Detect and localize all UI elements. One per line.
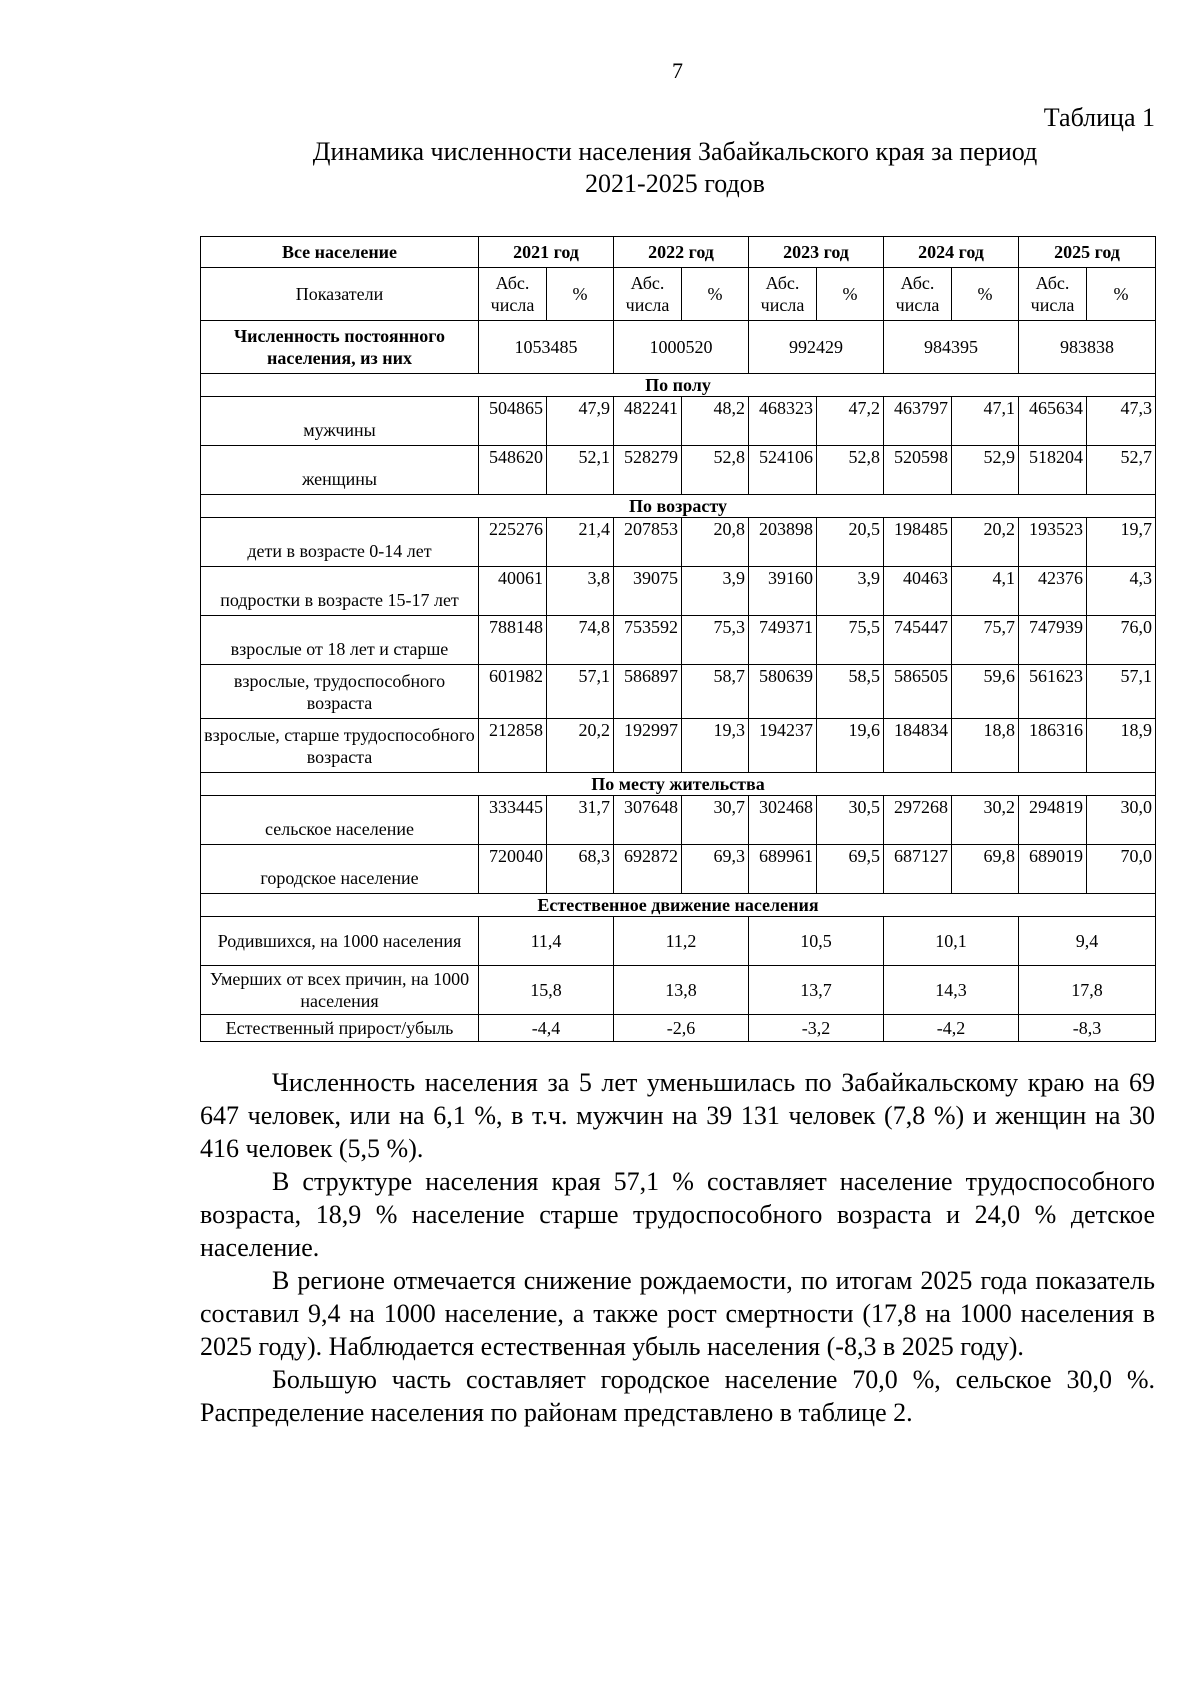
year-header: 2022 год xyxy=(614,237,749,268)
pct-value-cell: 30,0 xyxy=(1087,796,1156,845)
table-title-line2: 2021-2025 годов xyxy=(585,169,765,198)
table-body xyxy=(201,237,1156,1042)
abs-value-cell: 518204 xyxy=(1019,446,1087,495)
pct-header: % xyxy=(817,268,884,321)
rate-value-cell: 9,4 xyxy=(1019,917,1156,966)
pct-value-cell: 20,8 xyxy=(682,518,749,567)
row-label: дети в возрасте 0-14 лет xyxy=(201,518,479,567)
abs-value-cell: 580639 xyxy=(749,665,817,719)
population-table xyxy=(200,236,1156,1042)
abs-value-cell: 225276 xyxy=(479,518,547,567)
total-row xyxy=(201,321,1156,374)
pct-value-cell: 19,3 xyxy=(682,719,749,773)
row-label: городское население xyxy=(201,845,479,894)
pct-value-cell: 31,7 xyxy=(547,796,614,845)
abs-value-cell: 203898 xyxy=(749,518,817,567)
table-row xyxy=(201,917,1156,966)
abs-value-cell: 482241 xyxy=(614,397,682,446)
abs-value-cell: 465634 xyxy=(1019,397,1087,446)
body-paragraph: Численность населения за 5 лет уменьшилась по Забайкальскому краю на 69 647 человек, или на 6,1 %, в т.ч. мужчин на 39 131 человек (7,8 %) и женщин на 30 416 человек (5,5 %). xyxy=(200,1068,1155,1163)
pct-value-cell: 52,8 xyxy=(817,446,884,495)
pct-value-cell: 52,1 xyxy=(547,446,614,495)
rate-value-cell: -3,2 xyxy=(749,1015,884,1042)
section-header: Естественное движение населения xyxy=(201,894,1156,917)
row-label: сельское население xyxy=(201,796,479,845)
pct-header: % xyxy=(1087,268,1156,321)
abs-value-cell: 689019 xyxy=(1019,845,1087,894)
pct-value-cell: 19,6 xyxy=(817,719,884,773)
body-paragraph: В структуре населения края 57,1 % составляет население трудоспособного возраста, 18,9 % население старше трудоспособного возраста и 24,0 % детское население. xyxy=(200,1167,1155,1262)
total-value: 992429 xyxy=(749,321,884,374)
abs-value-cell: 207853 xyxy=(614,518,682,567)
abs-value-cell: 548620 xyxy=(479,446,547,495)
year-header: 2025 год xyxy=(1019,237,1156,268)
abs-value-cell: 468323 xyxy=(749,397,817,446)
pct-value-cell: 57,1 xyxy=(547,665,614,719)
table-title-line1: Динамика численности населения Забайкальского края за период xyxy=(312,137,1038,166)
section-header: По полу xyxy=(201,374,1156,397)
rate-value-cell: 14,3 xyxy=(884,966,1019,1015)
abs-value-cell: 520598 xyxy=(884,446,952,495)
pct-value-cell: 75,7 xyxy=(952,616,1019,665)
pct-value-cell: 19,7 xyxy=(1087,518,1156,567)
pct-value-cell: 30,7 xyxy=(682,796,749,845)
body-paragraph: Большую часть составляет городское население 70,0 %, сельское 30,0 %. Распределение населения по районам представлено в таблице 2. xyxy=(200,1365,1155,1427)
indicators-header: Показатели xyxy=(201,268,479,321)
table-row xyxy=(201,616,1156,665)
rate-value-cell: -8,3 xyxy=(1019,1015,1156,1042)
row-label: женщины xyxy=(201,446,479,495)
pct-value-cell: 20,5 xyxy=(817,518,884,567)
abs-header: Абс. числа xyxy=(749,268,817,321)
pct-value-cell: 3,9 xyxy=(817,567,884,616)
section-header: По месту жительства xyxy=(201,773,1156,796)
pct-value-cell: 70,0 xyxy=(1087,845,1156,894)
abs-value-cell: 302468 xyxy=(749,796,817,845)
rate-value-cell: 13,7 xyxy=(749,966,884,1015)
pct-value-cell: 4,1 xyxy=(952,567,1019,616)
rate-value-cell: 10,5 xyxy=(749,917,884,966)
abs-value-cell: 687127 xyxy=(884,845,952,894)
row-label: взрослые, трудоспособного возраста xyxy=(201,665,479,719)
table-row xyxy=(201,665,1156,719)
pct-value-cell: 75,3 xyxy=(682,616,749,665)
abs-value-cell: 297268 xyxy=(884,796,952,845)
total-value: 1000520 xyxy=(614,321,749,374)
abs-value-cell: 747939 xyxy=(1019,616,1087,665)
body-paragraph: В регионе отмечается снижение рождаемости, по итогам 2025 года показатель составил 9,4 на 1000 население, а также рост смертности (17,8 на 1000 населения в 2025 году). Наблюдается естественная убыль населения (-8,3 в 2025 году). xyxy=(200,1266,1155,1361)
rate-value-cell: 13,8 xyxy=(614,966,749,1015)
total-label: Численность постоянного населения, из них xyxy=(201,321,479,374)
table-row xyxy=(201,397,1156,446)
pct-value-cell: 3,9 xyxy=(682,567,749,616)
abs-value-cell: 294819 xyxy=(1019,796,1087,845)
abs-value-cell: 586505 xyxy=(884,665,952,719)
pct-value-cell: 20,2 xyxy=(952,518,1019,567)
total-value: 1053485 xyxy=(479,321,614,374)
pct-value-cell: 30,5 xyxy=(817,796,884,845)
abs-value-cell: 788148 xyxy=(479,616,547,665)
pct-value-cell: 48,2 xyxy=(682,397,749,446)
abs-value-cell: 601982 xyxy=(479,665,547,719)
abs-value-cell: 184834 xyxy=(884,719,952,773)
pct-value-cell: 3,8 xyxy=(547,567,614,616)
pct-value-cell: 74,8 xyxy=(547,616,614,665)
pct-value-cell: 20,2 xyxy=(547,719,614,773)
abs-value-cell: 528279 xyxy=(614,446,682,495)
body-text xyxy=(200,1066,1155,1429)
pct-value-cell: 52,7 xyxy=(1087,446,1156,495)
abs-value-cell: 463797 xyxy=(884,397,952,446)
pct-value-cell: 47,9 xyxy=(547,397,614,446)
pct-header: % xyxy=(682,268,749,321)
rate-value-cell: -4,2 xyxy=(884,1015,1019,1042)
abs-value-cell: 307648 xyxy=(614,796,682,845)
pct-value-cell: 18,8 xyxy=(952,719,1019,773)
abs-value-cell: 692872 xyxy=(614,845,682,894)
rate-value-cell: 17,8 xyxy=(1019,966,1156,1015)
year-header: 2021 год xyxy=(479,237,614,268)
pct-header: % xyxy=(547,268,614,321)
pct-value-cell: 52,8 xyxy=(682,446,749,495)
total-value: 983838 xyxy=(1019,321,1156,374)
rate-value-cell: 15,8 xyxy=(479,966,614,1015)
abs-value-cell: 194237 xyxy=(749,719,817,773)
table-row xyxy=(201,719,1156,773)
pct-value-cell: 75,5 xyxy=(817,616,884,665)
pct-value-cell: 69,3 xyxy=(682,845,749,894)
row-label: Родившихся, на 1000 населения xyxy=(201,917,479,966)
abs-value-cell: 39075 xyxy=(614,567,682,616)
pct-value-cell: 52,9 xyxy=(952,446,1019,495)
abs-header: Абс. числа xyxy=(884,268,952,321)
abs-value-cell: 561623 xyxy=(1019,665,1087,719)
total-value: 984395 xyxy=(884,321,1019,374)
pct-value-cell: 69,5 xyxy=(817,845,884,894)
row-label: подростки в возрасте 15-17 лет xyxy=(201,567,479,616)
pct-value-cell: 18,9 xyxy=(1087,719,1156,773)
table-subheader-row xyxy=(201,268,1156,321)
pct-header: % xyxy=(952,268,1019,321)
row-label: взрослые от 18 лет и старше xyxy=(201,616,479,665)
abs-value-cell: 586897 xyxy=(614,665,682,719)
table-row xyxy=(201,845,1156,894)
abs-value-cell: 689961 xyxy=(749,845,817,894)
section-row-natural xyxy=(201,894,1156,917)
table-row xyxy=(201,446,1156,495)
row-label: взрослые, старше трудоспособного возраста xyxy=(201,719,479,773)
table-row xyxy=(201,567,1156,616)
section-row-age xyxy=(201,495,1156,518)
abs-header: Абс. числа xyxy=(1019,268,1087,321)
table-row xyxy=(201,796,1156,845)
abs-value-cell: 745447 xyxy=(884,616,952,665)
pct-value-cell: 59,6 xyxy=(952,665,1019,719)
rate-value-cell: -4,4 xyxy=(479,1015,614,1042)
table-header-row xyxy=(201,237,1156,268)
abs-value-cell: 753592 xyxy=(614,616,682,665)
abs-value-cell: 42376 xyxy=(1019,567,1087,616)
rate-value-cell: 11,4 xyxy=(479,917,614,966)
year-header: 2024 год xyxy=(884,237,1019,268)
pct-value-cell: 68,3 xyxy=(547,845,614,894)
row-label: Умерших от всех причин, на 1000 населения xyxy=(201,966,479,1015)
pct-value-cell: 58,7 xyxy=(682,665,749,719)
pct-value-cell: 58,5 xyxy=(817,665,884,719)
abs-value-cell: 720040 xyxy=(479,845,547,894)
pct-value-cell: 47,2 xyxy=(817,397,884,446)
row-label: Естественный прирост/убыль xyxy=(201,1015,479,1042)
row-label: мужчины xyxy=(201,397,479,446)
section-row-residence xyxy=(201,773,1156,796)
rate-value-cell: -2,6 xyxy=(614,1015,749,1042)
pct-value-cell: 30,2 xyxy=(952,796,1019,845)
year-header: 2023 год xyxy=(749,237,884,268)
pct-value-cell: 76,0 xyxy=(1087,616,1156,665)
abs-value-cell: 504865 xyxy=(479,397,547,446)
abs-value-cell: 40463 xyxy=(884,567,952,616)
abs-value-cell: 212858 xyxy=(479,719,547,773)
pct-value-cell: 47,1 xyxy=(952,397,1019,446)
table-row xyxy=(201,518,1156,567)
table-label: Таблица 1 xyxy=(1043,103,1155,132)
abs-value-cell: 198485 xyxy=(884,518,952,567)
section-header: По возрасту xyxy=(201,495,1156,518)
abs-value-cell: 193523 xyxy=(1019,518,1087,567)
pct-value-cell: 47,3 xyxy=(1087,397,1156,446)
abs-value-cell: 186316 xyxy=(1019,719,1087,773)
abs-value-cell: 524106 xyxy=(749,446,817,495)
abs-header: Абс. числа xyxy=(479,268,547,321)
pct-value-cell: 69,8 xyxy=(952,845,1019,894)
section-row-sex xyxy=(201,374,1156,397)
rate-value-cell: 10,1 xyxy=(884,917,1019,966)
pct-value-cell: 21,4 xyxy=(547,518,614,567)
table-row xyxy=(201,966,1156,1015)
abs-value-cell: 40061 xyxy=(479,567,547,616)
abs-value-cell: 39160 xyxy=(749,567,817,616)
pct-value-cell: 4,3 xyxy=(1087,567,1156,616)
corner-header: Все население xyxy=(201,237,479,268)
page-number: 7 xyxy=(672,58,683,83)
table-row xyxy=(201,1015,1156,1042)
abs-value-cell: 749371 xyxy=(749,616,817,665)
abs-value-cell: 192997 xyxy=(614,719,682,773)
abs-header: Абс. числа xyxy=(614,268,682,321)
abs-value-cell: 333445 xyxy=(479,796,547,845)
pct-value-cell: 57,1 xyxy=(1087,665,1156,719)
rate-value-cell: 11,2 xyxy=(614,917,749,966)
table-title xyxy=(200,136,1150,200)
